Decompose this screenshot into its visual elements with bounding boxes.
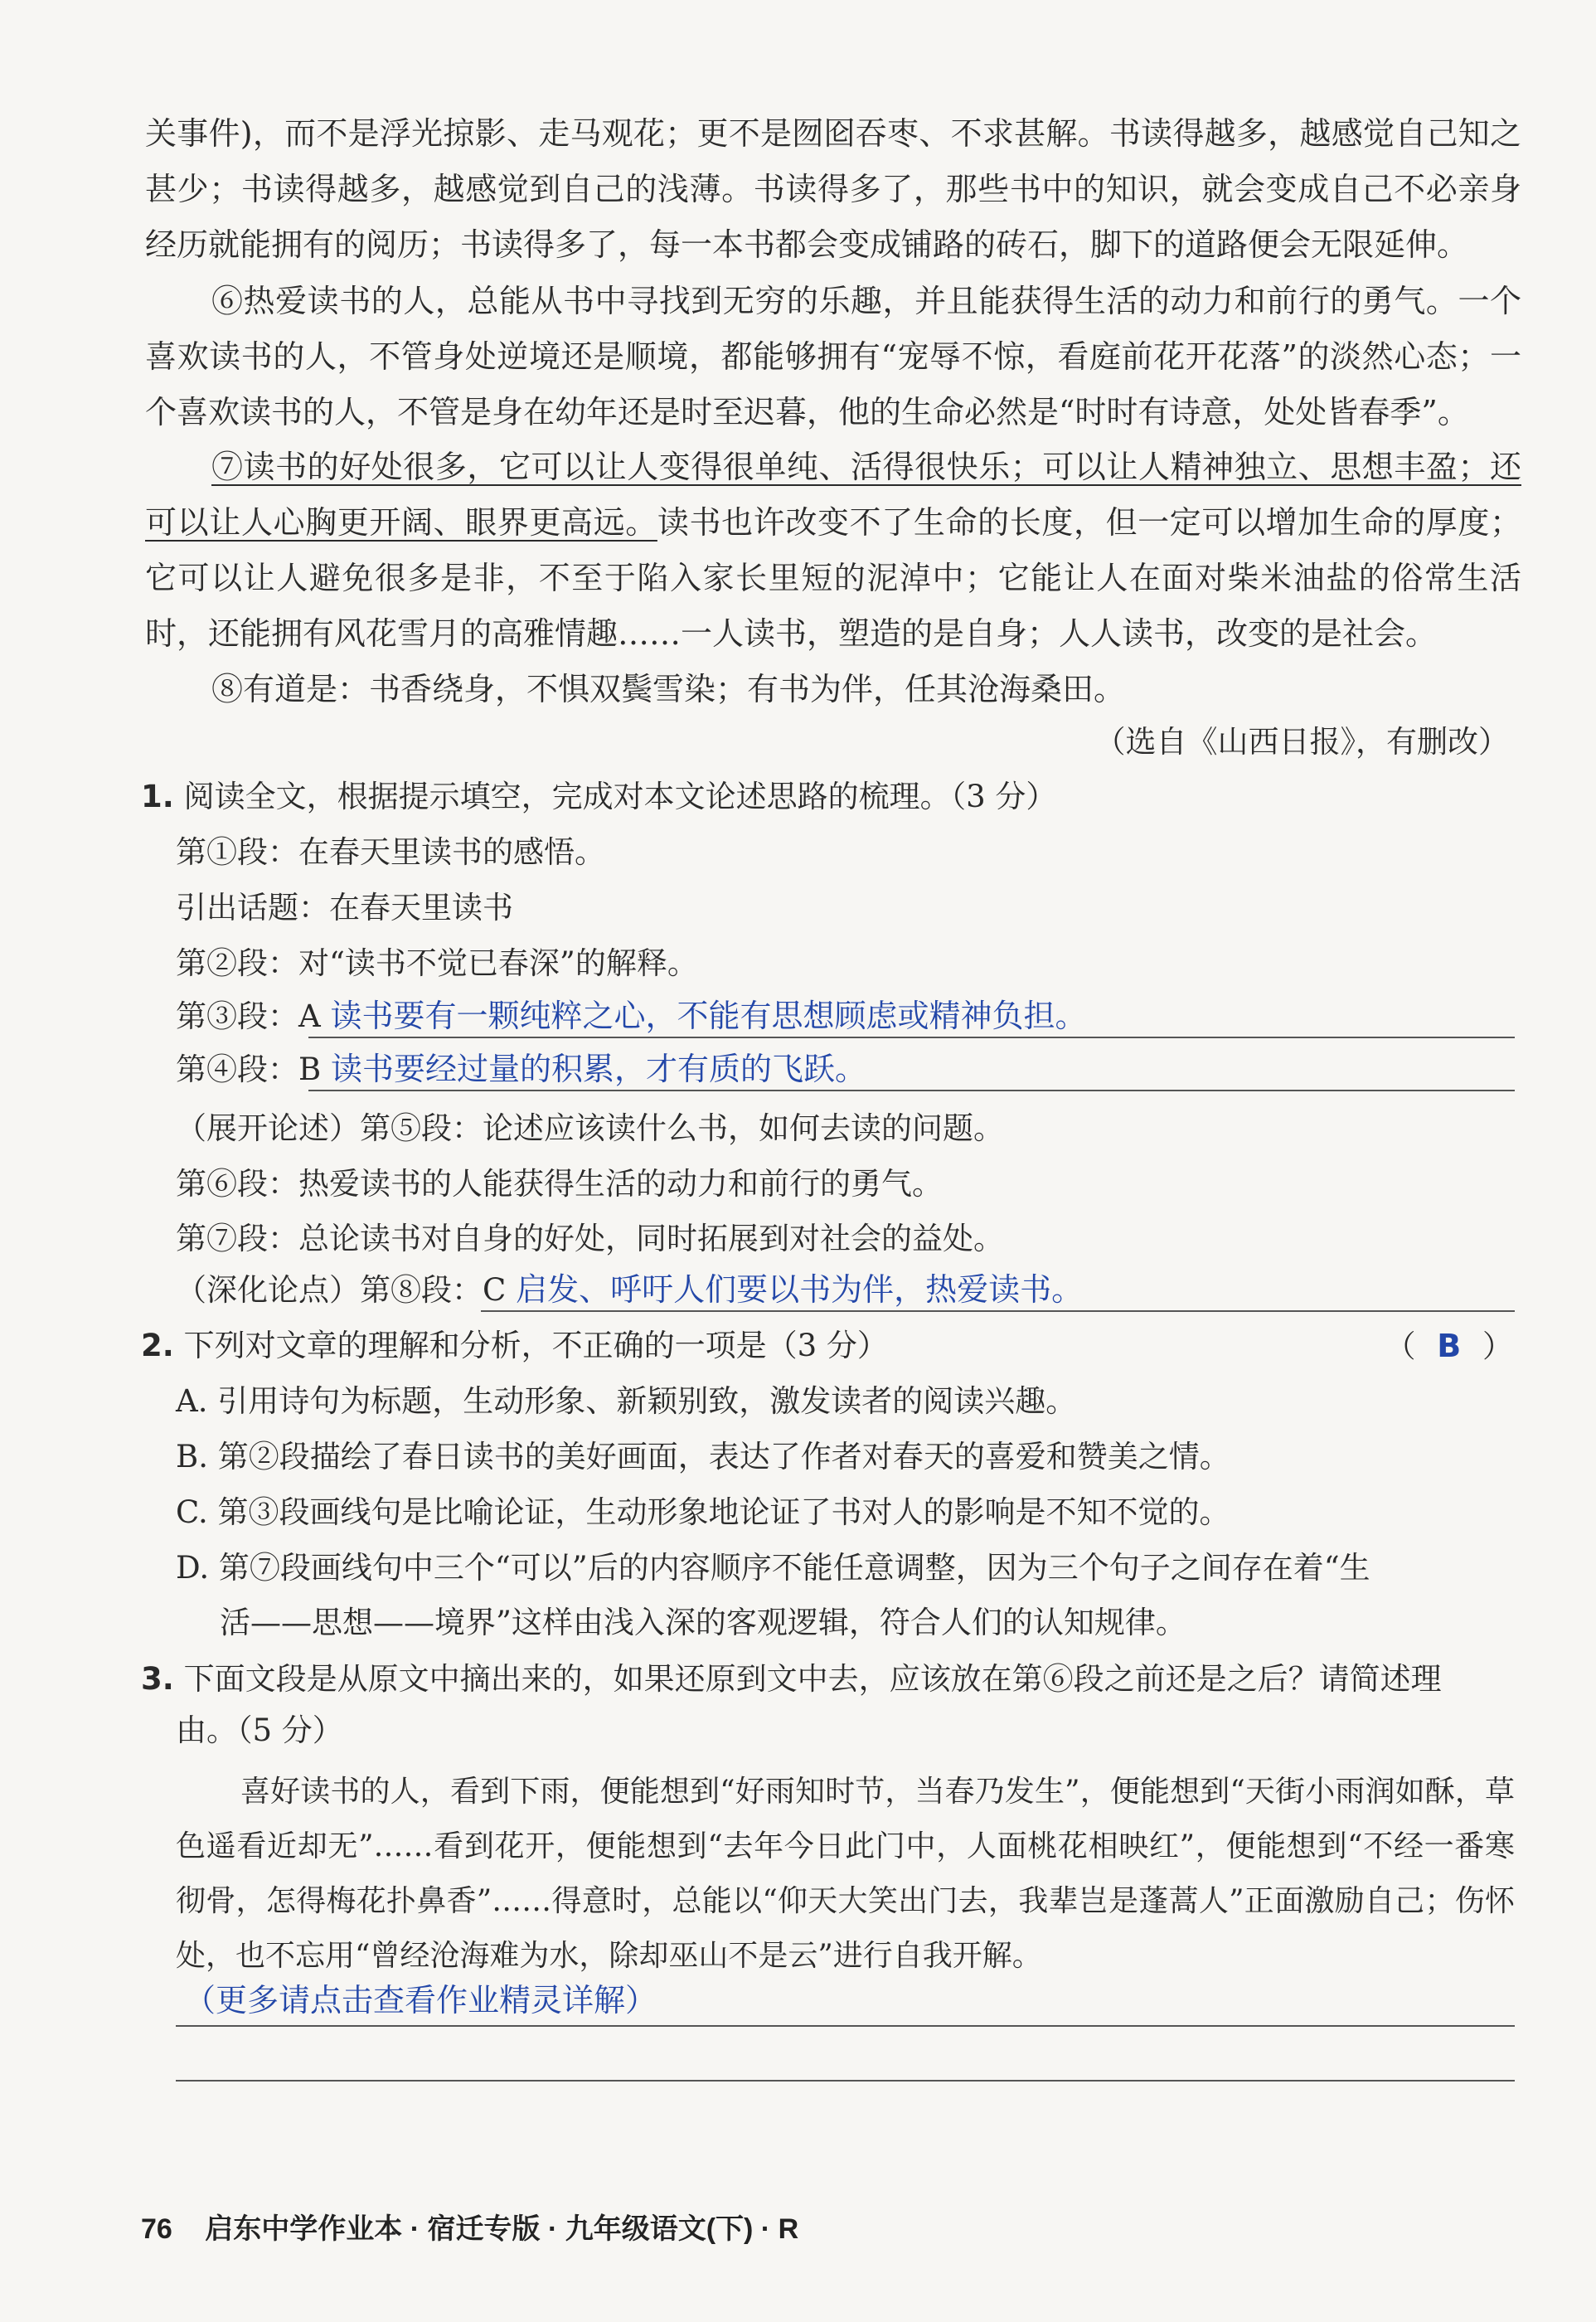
blank-a-answer[interactable]: 读书要有一颗纯粹之心，不能有思想顾虑或精神负担。 bbox=[330, 998, 1087, 1034]
book-title: 启东中学作业本 · 宿迁专版 · 九年级语文(下) · R bbox=[205, 2213, 799, 2245]
question-1-number: 1. bbox=[141, 779, 174, 814]
question-2-answer-box[interactable] bbox=[1385, 1325, 1514, 1367]
question-1-text: 阅读全文，根据提示填空，完成对本文论述思路的梳理。（3 分） bbox=[183, 779, 1057, 814]
question-3-text: 下面文段是从原文中摘出来的，如果还原到文中去，应该放在第⑥段之前还是之后？请简述理 bbox=[183, 1661, 1442, 1697]
question-2-number: 2. bbox=[141, 1328, 174, 1363]
question-3-number: 3. bbox=[141, 1661, 174, 1697]
q1-blank-a bbox=[176, 995, 1087, 1037]
passage-paragraph-7 bbox=[145, 440, 1521, 662]
blank-b-line bbox=[308, 1090, 1515, 1091]
q1-line-3: 第②段：对“读书不觉已春深”的解释。 bbox=[176, 945, 698, 981]
question-3-answer[interactable]: （更多请点击查看作业精灵详解） bbox=[184, 1982, 657, 2018]
q1-line-2: 引出话题：在春天里读书 bbox=[176, 890, 513, 925]
q1-line-8: 第⑦段：总论读书对自身的好处，同时拓展到对社会的益处。 bbox=[176, 1221, 1004, 1256]
q1-blank-c bbox=[176, 1269, 1083, 1311]
question-3-excerpt: 喜好读书的人，看到下雨，便能想到“好雨知时节，当春乃发生”，便能想到“天街小雨润如酥，草色遥看近却无”……看到花开，便能想到“去年今日此门中，人面桃花相映红”，便能想到“不经一番寒彻骨，怎得梅花扑鼻香”……得意时，总能以“仰天大笑出门去，我辈岂是蓬蒿人”正面激励自己；伤怀处，也不忘用“曾经沧海难为水，除却巫山不是云”进行自我开解。 bbox=[176, 1775, 1515, 1973]
option-a: A. 引用诗句为标题，生动形象、新颖别致，激发读者的阅读兴趣。 bbox=[176, 1383, 1077, 1419]
blank-c-answer[interactable]: 启发、呼吁人们要以书为伴，热爱读书。 bbox=[516, 1271, 1084, 1308]
blank-a-line bbox=[308, 1037, 1515, 1038]
question-3-text-cont: 由。（5 分） bbox=[176, 1712, 343, 1748]
blank-b-label: 第④段：B bbox=[176, 1052, 322, 1087]
question-2-answer[interactable]: B bbox=[1437, 1328, 1462, 1364]
passage-paragraph-8: ⑧有道是：书香绕身，不惧双鬓雪染；有书为伴，任其沧海桑田。 bbox=[211, 671, 1126, 707]
passage-paragraph-6: ⑥热爱读书的人，总能从书中寻找到无穷的乐趣，并且能获得生活的动力和前行的勇气。一个喜欢读书的人，不管身处逆境还是顺境，都能够拥有“宠辱不惊，看庭前花开花落”的淡然心态；一个喜欢读书的人，不管是身在幼年还是时至迟暮，他的生命必然是“时时有诗意，处处皆春季”。 bbox=[145, 283, 1521, 430]
page-number: 76 bbox=[141, 2213, 172, 2245]
source-citation: （选自《山西日报》，有删改） bbox=[1094, 724, 1509, 760]
passage-paragraph-7-rest: 读书也许改变不了生命的长度，但一定可以增加生命的厚度；它可以让人避免很多是非，不至于陷入家长里短的泥淖中；它能让人在面对柴米油盐的俗常生活时，还能拥有风花雪月的高雅情趣……一人读书，塑造的是自身；人人读书，改变的是社会。 bbox=[145, 504, 1521, 652]
q1-line-6: （展开论述）第⑤段：论述应该读什么书，如何去读的问题。 bbox=[176, 1110, 1004, 1146]
bracket-close: ） bbox=[1482, 1329, 1513, 1364]
blank-c-label: （深化论点）第⑧段：C bbox=[176, 1272, 507, 1308]
q1-blank-b bbox=[176, 1048, 866, 1091]
blank-c-line bbox=[481, 1310, 1515, 1312]
blank-a-label: 第③段：A bbox=[176, 998, 321, 1034]
question-3-prompt bbox=[141, 1659, 1442, 1700]
option-d-line-1: D. 第⑦段画线句中三个“可以”后的内容顺序不能任意调整，因为三个句子之间存在着“生 bbox=[176, 1550, 1370, 1586]
underlined-sentence: ⑦读书的好处很多，它可以让人变得很单纯、活得很快乐；可以让人精神独立、思想丰盈；还可以让人心胸更开阔、眼界更高远。 bbox=[145, 449, 1521, 541]
option-d-line-2: 活——思想——境界”这样由浅入深的客观逻辑，符合人们的认知规律。 bbox=[220, 1605, 1186, 1640]
question-2-prompt bbox=[141, 1325, 888, 1367]
page-footer bbox=[141, 2206, 798, 2247]
question-1-prompt bbox=[141, 776, 1056, 818]
blank-b-answer[interactable]: 读书要经过量的积累，才有质的飞跃。 bbox=[330, 1051, 866, 1087]
passage-paragraph-5-end: 关事件)，而不是浮光掠影、走马观花；更不是囫囵吞枣、不求甚解。书读得越多，越感觉自己知之甚少；书读得越多，越感觉到自己的浅薄。书读得多了，那些书中的知识，就会变成自己不必亲身经历就能拥有的阅历；书读得多了，每一本书都会变成铺路的砖石，脚下的道路便会无限延伸。 bbox=[145, 115, 1521, 263]
question-2-text: 下列对文章的理解和分析，不正确的一项是（3 分） bbox=[183, 1328, 888, 1363]
option-c: C. 第③段画线句是比喻论证，生动形象地论证了书对人的影响是不知不觉的。 bbox=[176, 1494, 1230, 1530]
q1-line-1: 第①段：在春天里读书的感悟。 bbox=[176, 834, 605, 870]
option-b: B. 第②段描绘了春日读书的美好画面，表达了作者对春天的喜爱和赞美之情。 bbox=[176, 1439, 1230, 1474]
q1-line-7: 第⑥段：热爱读书的人能获得生活的动力和前行的勇气。 bbox=[176, 1166, 943, 1202]
answer-line-2 bbox=[176, 2080, 1515, 2082]
bracket-open: （ bbox=[1385, 1329, 1416, 1364]
answer-line-1 bbox=[176, 2025, 1515, 2027]
